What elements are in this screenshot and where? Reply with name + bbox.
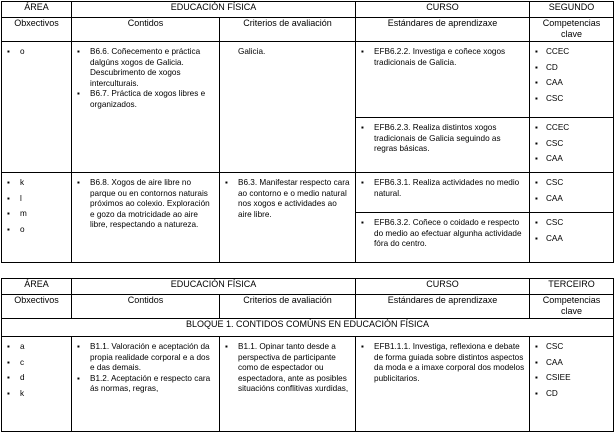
competence-item: ▪ CSC: [534, 218, 609, 229]
table-row: [2, 337, 614, 432]
competence-item: ▪ CAA: [534, 154, 609, 165]
objectives-list: [6, 342, 67, 399]
competences-cell: [530, 173, 614, 213]
competences-cell: [530, 42, 614, 118]
competence-item: ▪ CSC: [534, 94, 609, 105]
contents-cell: [72, 173, 220, 263]
criteria-list: [224, 342, 351, 395]
competence-item: ▪ CAA: [534, 234, 609, 245]
standards-cell: [356, 118, 530, 173]
content-item: ▪ B6.7. Práctica de xogos libres e organizados.: [76, 89, 215, 110]
competences-list: [534, 342, 609, 399]
competences-list: [534, 47, 609, 104]
criteria-header: Criterios de avaliación: [220, 18, 356, 42]
competence-item: ▪ CSIEE: [534, 373, 609, 384]
standard-item: ▪ EFB1.1.1. Investiga, reflexiona e debate de forma guiada sobre distintos aspectos da moda e a imaxe corporal dos modelos publicitarios.: [360, 342, 525, 384]
curriculum-table-segundo: [1, 1, 614, 263]
content-item: ▪ B6.8. Xogos de aire libre no parque ou en contornos naturais próximos ao colexio. Exploración e gozo da motricidade ao aire libre, respectando a natureza.: [76, 178, 215, 231]
criteria-list: [224, 178, 351, 220]
objective-item: ▪ l: [6, 194, 67, 205]
objective-item: ▪ k: [6, 389, 67, 400]
course-name: SEGUNDO: [530, 2, 614, 18]
standards-list: [360, 47, 525, 68]
standards-header: Estándares de aprendizaxe: [356, 295, 530, 319]
standard-item: ▪ EFB6.3.1. Realiza actividades no medio natural.: [360, 178, 525, 199]
competences-list: [534, 178, 609, 204]
competence-item: ▪ CSC: [534, 139, 609, 150]
competences-cell: [530, 337, 614, 432]
objective-item: ▪ d: [6, 373, 67, 384]
objectives-header: Obxectivos: [2, 295, 72, 319]
course-name: TERCEIRO: [530, 279, 614, 295]
table-row: [2, 173, 614, 213]
contents-cell: [72, 337, 220, 432]
contents-header: Contidos: [72, 295, 220, 319]
standards-list: [360, 218, 525, 250]
area-label: ÁREA: [2, 2, 72, 18]
competence-item: ▪ CD: [534, 389, 609, 400]
objectives-cell: [2, 337, 72, 432]
competences-list: [534, 218, 609, 244]
objective-item: ▪ m: [6, 209, 67, 220]
competences-header: Competencias clave: [530, 295, 614, 319]
curso-label: CURSO: [356, 279, 530, 295]
criteria-cell: [220, 173, 356, 263]
competences-cell: [530, 213, 614, 263]
block-title: BLOQUE 1. CONTIDOS COMÚNS EN EDUCACIÓN FÍSICA: [2, 319, 614, 337]
area-label: ÁREA: [2, 279, 72, 295]
objectives-cell: [2, 173, 72, 263]
competence-item: ▪ CAA: [534, 78, 609, 89]
standard-item: ▪ EFB6.3.2. Coñece o coidado e respecto do medio ao efectuar algunha actividade fóra do centro.: [360, 218, 525, 250]
competence-item: ▪ CCEC: [534, 123, 609, 134]
criterion-item: ▪ B6.3. Manifestar respecto cara ao contorno e o medio natural nos xogos e actividades ao aire libre.: [224, 178, 351, 220]
content-item: ▪ B1.1. Valoración e aceptación da propia realidade corporal e a dos e das demais.: [76, 342, 215, 374]
objective-item: ▪ c: [6, 358, 67, 369]
objectives-header: Obxectivos: [2, 18, 72, 42]
competences-list: [534, 123, 609, 165]
curriculum-table-terceiro: [1, 278, 614, 432]
criteria-cell: [220, 42, 356, 173]
standards-header: Estándares de aprendizaxe: [356, 18, 530, 42]
standards-cell: [356, 337, 530, 432]
objectives-list: [6, 47, 67, 58]
subject-title: EDUCACIÓN FÍSICA: [72, 279, 356, 295]
criteria-header: Criterios de avaliación: [220, 295, 356, 319]
standards-list: [360, 342, 525, 384]
competence-item: ▪ CSC: [534, 342, 609, 353]
competence-item: ▪ CSC: [534, 178, 609, 189]
competence-item: ▪ CAA: [534, 358, 609, 369]
curso-label: CURSO: [356, 2, 530, 18]
objectives-cell: [2, 42, 72, 173]
objective-item: ▪ o: [6, 47, 67, 58]
standards-list: [360, 178, 525, 199]
standards-cell: [356, 42, 530, 118]
criterion-item: ▪ B1.1. Opinar tanto desde a perspectiva de participante como de espectador ou espectadora, ante as posibles situacións conflitivas xurdidas,: [224, 342, 351, 395]
table-row: [2, 42, 614, 118]
contents-list: [76, 178, 215, 231]
objective-item: ▪ o: [6, 225, 67, 236]
contents-header: Contidos: [72, 18, 220, 42]
objective-item: ▪ a: [6, 342, 67, 353]
competence-item: ▪ CCEC: [534, 47, 609, 58]
competence-item: ▪ CAA: [534, 194, 609, 205]
contents-cell: [72, 42, 220, 173]
objectives-list: [6, 178, 67, 235]
content-item: ▪ B6.6. Coñecemento e práctica dalgúns xogos de Galicia. Descubrimento de xogos interculturais.: [76, 47, 215, 89]
standards-cell: [356, 173, 530, 213]
competences-cell: [530, 118, 614, 173]
standard-item: ▪ EFB6.2.2. Investiga e coñece xogos tradicionais de Galicia.: [360, 47, 525, 68]
standards-list: [360, 123, 525, 155]
subject-title: EDUCACIÓN FÍSICA: [72, 2, 356, 18]
criteria-cell: [220, 337, 356, 432]
contents-list: [76, 47, 215, 111]
competence-item: ▪ CD: [534, 63, 609, 74]
criteria-continuation: Galicia.: [238, 47, 266, 56]
content-item: ▪ B1.2. Aceptación e respecto cara ás normas, regras,: [76, 374, 215, 395]
competences-header: Competencias clave: [530, 18, 614, 42]
standards-cell: [356, 213, 530, 263]
contents-list: [76, 342, 215, 395]
standard-item: ▪ EFB6.2.3. Realiza distintos xogos tradicionais de Galicia seguindo as regras básicas.: [360, 123, 525, 155]
objective-item: ▪ k: [6, 178, 67, 189]
